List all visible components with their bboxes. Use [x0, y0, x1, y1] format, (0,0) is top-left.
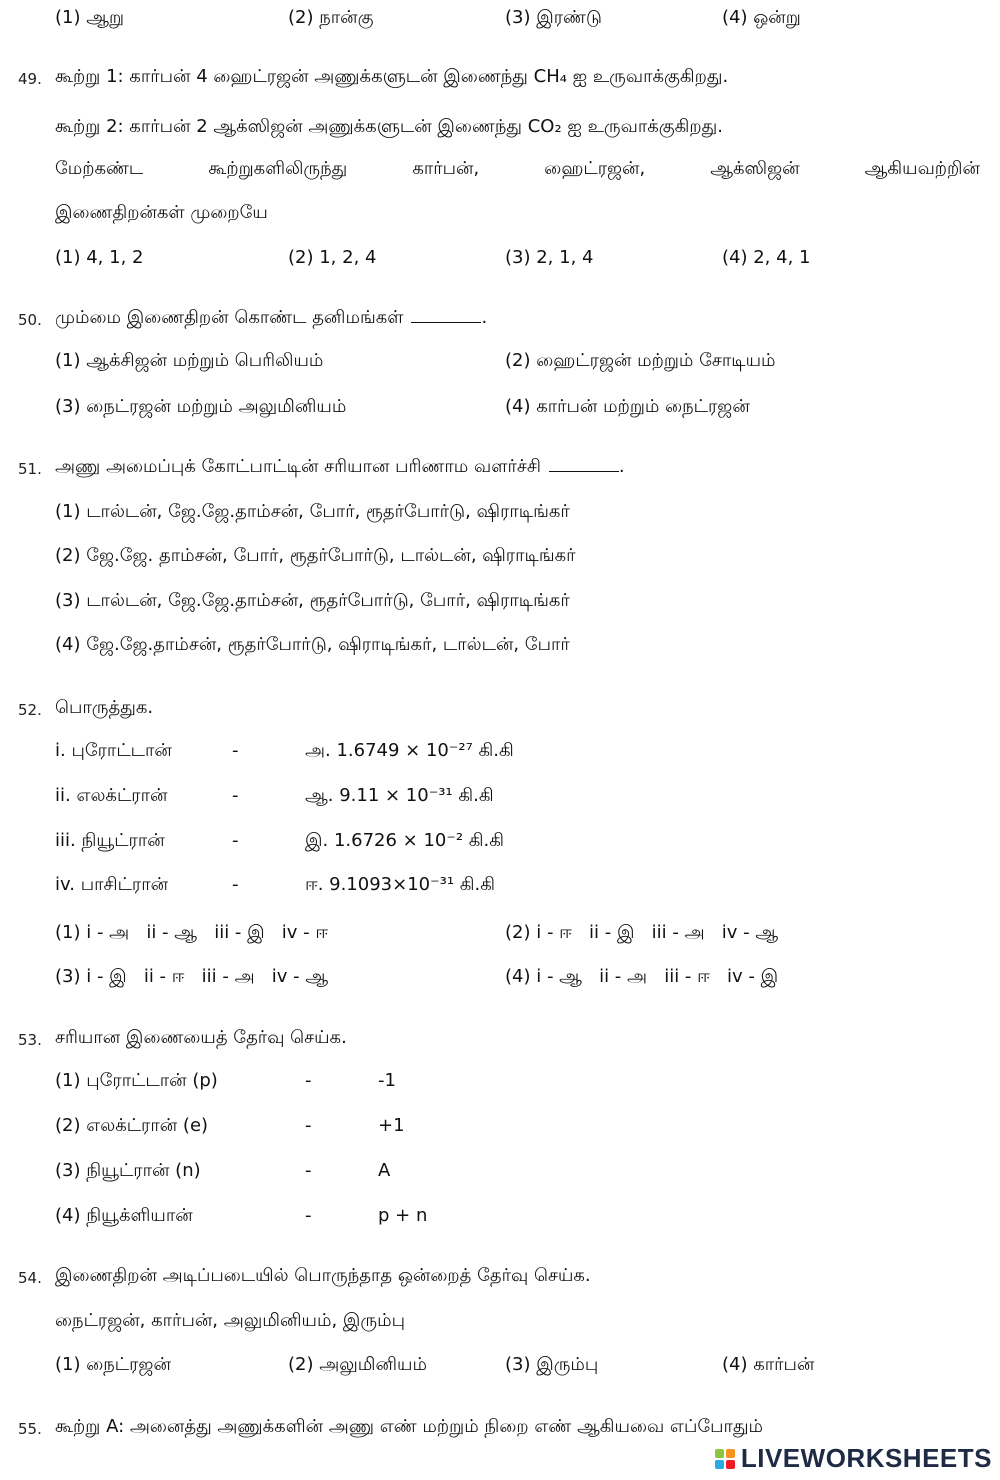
- table-row: [0, 1158, 1000, 1188]
- q53-right-2: +1: [378, 1115, 405, 1136]
- q53-left-2[interactable]: (2) எலக்ட்ரான் (e): [55, 1115, 209, 1136]
- table-row: [0, 1203, 1000, 1233]
- logo-square: [715, 1460, 724, 1469]
- q49-number: 49.: [18, 70, 42, 88]
- q52-dash-2: -: [232, 785, 239, 806]
- q53-dash-4: -: [305, 1205, 312, 1226]
- q53-left-1[interactable]: (1) புரோட்டான் (p): [55, 1070, 218, 1091]
- q53-question: சரியான இணையைத் தேர்வு செய்க.: [55, 1027, 347, 1048]
- logo-square: [726, 1449, 735, 1458]
- q50-number: 50.: [18, 311, 42, 329]
- q49-option-1[interactable]: (1) 4, 1, 2: [55, 247, 144, 268]
- q54-elements-list: நைட்ரஜன், கார்பன், அலுமினியம், இரும்பு: [55, 1310, 405, 1331]
- q54-question: இணைதிறன் அடிப்படையில் பொருந்தாத ஒன்றைத் தேர்வு செய்க.: [55, 1265, 591, 1286]
- q52-left-2: ii. எலக்ட்ரான்: [55, 785, 168, 806]
- q52-left-1: i. புரோட்டான்: [55, 740, 172, 761]
- q51-option-1[interactable]: (1) டால்டன், ஜே.ஜே.தாம்சன், போர், ரூதர்போர்டு, ஷிராடிங்கர்: [55, 501, 570, 522]
- q49-option-2[interactable]: (2) 1, 2, 4: [288, 247, 377, 268]
- q52-left-4: iv. பாசிட்ரான்: [55, 874, 169, 895]
- q55-number: 55.: [18, 1420, 42, 1438]
- q52-question: பொருத்துக.: [55, 697, 154, 718]
- q54-option-2[interactable]: (2) அலுமினியம்: [288, 1354, 427, 1375]
- q52-dash-4: -: [232, 874, 239, 895]
- q49-question-line: மேற்கண்ட கூற்றுகளிலிருந்து கார்பன், ஹைட்ரஜன், ஆக்ஸிஜன் ஆகியவற்றின்: [55, 158, 980, 179]
- logo-grid-icon: [715, 1449, 735, 1469]
- q52-option-2[interactable]: (2) i - ஈ ii - இ iii - அ iv - ஆ: [505, 922, 779, 943]
- q51-option-4[interactable]: (4) ஜே.ஜே.தாம்சன், ரூதர்போர்டு, ஷிராடிங்கர், டால்டன், போர்: [55, 634, 570, 655]
- table-row: [0, 738, 1000, 768]
- q49-question-line-2: இணைதிறன்கள் முறையே: [55, 202, 268, 223]
- q50-option-2[interactable]: (2) ஹைட்ரஜன் மற்றும் சோடியம்: [505, 350, 776, 371]
- table-row: [0, 872, 1000, 902]
- table-row: [0, 828, 1000, 858]
- brand-name: LIVEWORKSHEETS: [740, 1443, 992, 1473]
- q50-question-text: மும்மை இணைதிறன் கொண்ட தனிமங்கள்: [55, 307, 404, 328]
- q48-option-4[interactable]: (4) ஒன்று: [722, 7, 801, 28]
- q49-options-row: [0, 245, 1000, 275]
- q52-option-3[interactable]: (3) i - இ ii - ஈ iii - அ iv - ஆ: [55, 966, 329, 987]
- q51-question-text: அணு அமைப்புக் கோட்பாட்டின் சரியான பரிணாம வளர்ச்சி: [55, 456, 541, 477]
- q55-statement-a: கூற்று A: அனைத்து அணுக்களின் அணு எண் மற்றும் நிறை எண் ஆகியவை எப்போதும்: [55, 1416, 764, 1437]
- q54-option-1[interactable]: (1) நைட்ரஜன்: [55, 1354, 171, 1375]
- q51-answer-blank[interactable]: [549, 455, 619, 472]
- logo-square: [726, 1460, 735, 1469]
- q52-left-3: iii. நியூட்ரான்: [55, 830, 165, 851]
- q53-number: 53.: [18, 1031, 42, 1049]
- liveworksheets-logo: [715, 1443, 992, 1474]
- q52-right-1: அ. 1.6749 × 10⁻²⁷ கி.கி: [305, 740, 514, 761]
- q50-option-1[interactable]: (1) ஆக்சிஜன் மற்றும் பெரிலியம்: [55, 350, 324, 371]
- q51-question: அணு அமைப்புக் கோட்பாட்டின் சரியான பரிணாம வளர்ச்சி .: [55, 456, 625, 477]
- q50-option-3[interactable]: (3) நைட்ரஜன் மற்றும் அலுமினியம்: [55, 396, 347, 417]
- table-row: [0, 783, 1000, 813]
- q52-options-row-2: [0, 964, 1000, 994]
- q52-options-row-1: [0, 920, 1000, 950]
- q52-right-3: இ. 1.6726 × 10⁻² கி.கி: [305, 830, 505, 851]
- q49-option-4[interactable]: (4) 2, 4, 1: [722, 247, 811, 268]
- q51-option-2[interactable]: (2) ஜே.ஜே. தாம்சன், போர், ரூதர்போர்டு, டால்டன், ஷிராடிங்கர்: [55, 545, 576, 566]
- q52-number: 52.: [18, 701, 42, 719]
- q53-dash-2: -: [305, 1115, 312, 1136]
- logo-square: [715, 1449, 724, 1458]
- q52-option-4[interactable]: (4) i - ஆ ii - அ iii - ஈ iv - இ: [505, 966, 779, 987]
- q52-dash-1: -: [232, 740, 239, 761]
- q51-number: 51.: [18, 460, 42, 478]
- q50-options-row-1: [0, 348, 1000, 378]
- q49-statement-2: கூற்று 2: கார்பன் 2 ஆக்ஸிஜன் அணுக்களுடன் இணைந்து CO₂ ஐ உருவாக்குகிறது.: [55, 116, 723, 137]
- q52-right-4: ஈ. 9.1093×10⁻³¹ கி.கி: [305, 874, 495, 895]
- q51-option-3[interactable]: (3) டால்டன், ஜே.ஜே.தாம்சன், ரூதர்போர்டு, போர், ஷிராடிங்கர்: [55, 590, 570, 611]
- q50-question: மும்மை இணைதிறன் கொண்ட தனிமங்கள் .: [55, 307, 488, 328]
- q49-option-3[interactable]: (3) 2, 1, 4: [505, 247, 594, 268]
- q54-options-row: [0, 1352, 1000, 1382]
- q52-right-2: ஆ. 9.11 × 10⁻³¹ கி.கி: [305, 785, 494, 806]
- table-row: [0, 1113, 1000, 1143]
- q50-answer-blank[interactable]: [411, 306, 481, 323]
- q50-option-4[interactable]: (4) கார்பன் மற்றும் நைட்ரஜன்: [505, 396, 750, 417]
- q54-option-4[interactable]: (4) கார்பன்: [722, 1354, 815, 1375]
- q48-options-row: [0, 5, 1000, 35]
- q49-statement-1: கூற்று 1: கார்பன் 4 ஹைட்ரஜன் அணுக்களுடன் இணைந்து CH₄ ஐ உருவாக்குகிறது.: [55, 66, 729, 87]
- q48-option-1[interactable]: (1) ஆறு: [55, 7, 125, 28]
- q54-number: 54.: [18, 1269, 42, 1287]
- q53-dash-3: -: [305, 1160, 312, 1181]
- table-row: [0, 1068, 1000, 1098]
- q53-dash-1: -: [305, 1070, 312, 1091]
- q53-left-3[interactable]: (3) நியூட்ரான் (n): [55, 1160, 201, 1181]
- q53-right-1: -1: [378, 1070, 396, 1091]
- q50-options-row-2: [0, 394, 1000, 424]
- q54-option-3[interactable]: (3) இரும்பு: [505, 1354, 599, 1375]
- q52-dash-3: -: [232, 830, 239, 851]
- q53-left-4[interactable]: (4) நியூக்ளியான்: [55, 1205, 193, 1226]
- q48-option-2[interactable]: (2) நான்கு: [288, 7, 374, 28]
- q52-option-1[interactable]: (1) i - அ ii - ஆ iii - இ iv - ஈ: [55, 922, 329, 943]
- q48-option-3[interactable]: (3) இரண்டு: [505, 7, 602, 28]
- q53-right-4: p + n: [378, 1205, 428, 1226]
- q53-right-3: A: [378, 1160, 391, 1181]
